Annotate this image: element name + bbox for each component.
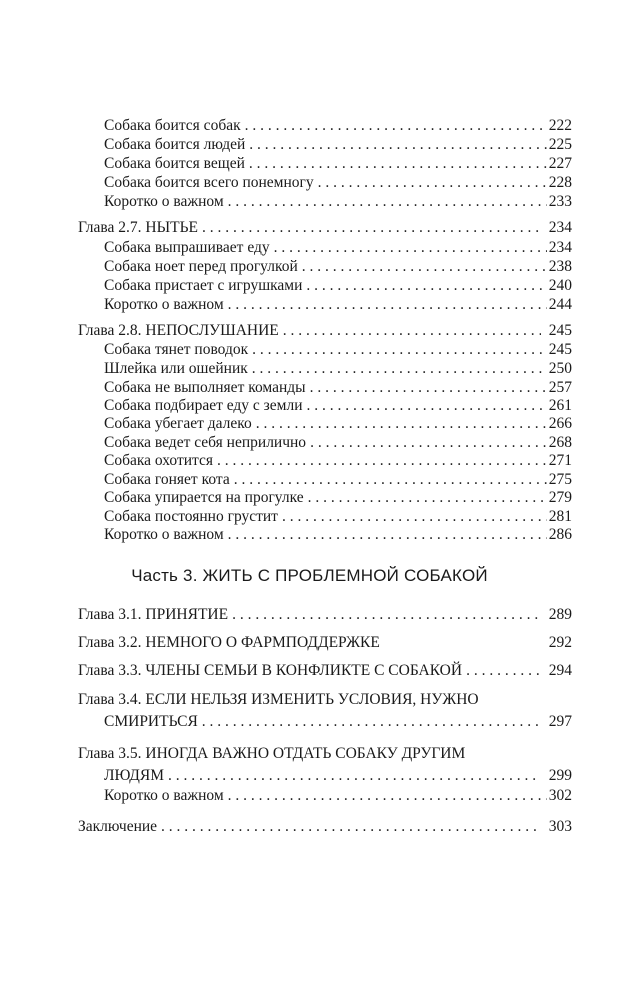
toc-chapter-page: 289: [548, 606, 572, 623]
toc-chapter: [104, 765, 572, 787]
toc-entry-page: 240: [548, 277, 572, 294]
toc-entry-page: 228: [548, 174, 572, 191]
dot-leader: [466, 660, 541, 682]
toc-entry: [104, 785, 572, 807]
dot-leader: [168, 765, 541, 787]
toc-entry-page: 261: [548, 397, 572, 414]
toc-chapter: [78, 660, 572, 682]
toc-chapter-title: Глава 3.1. ПРИНЯТИЕ: [78, 606, 229, 623]
toc-entry-title: Собака боится собак: [104, 117, 241, 134]
toc-chapter-page: 245: [548, 322, 572, 339]
toc-entry-title: Собака охотится: [104, 452, 214, 469]
toc-entry-page: 268: [548, 434, 572, 451]
toc-entry: [104, 294, 572, 316]
toc-chapter: [104, 711, 572, 733]
toc-chapter-title-cont: ЛЮДЯМ: [104, 767, 164, 784]
toc-entry-page: 244: [548, 296, 572, 313]
toc-entry-title: Собака тянет поводок: [104, 341, 249, 358]
toc-chapter-title-cont: СМИРИТЬСЯ: [104, 713, 198, 730]
toc-entry-title: Собака не выполняет команды: [104, 379, 306, 396]
dot-leader: [202, 217, 541, 239]
toc-entry: [104, 524, 572, 546]
toc-chapter-title: Глава 3.3. ЧЛЕНЫ СЕМЬИ В КОНФЛИКТЕ С СОБАКОЙ: [78, 662, 463, 679]
toc-conclusion-title: Заключение: [78, 818, 158, 835]
dot-leader: [228, 785, 547, 807]
dot-leader: [161, 816, 541, 838]
toc-entry-title: Собака боится всего понемногу: [104, 174, 314, 191]
toc-entry: [104, 191, 572, 213]
dot-leader: [228, 191, 547, 213]
toc-entry-title: Собака ведет себя неприлично: [104, 434, 307, 451]
toc-chapter: [78, 217, 572, 239]
toc-entry-page: 233: [548, 193, 572, 210]
toc-entry-page: 279: [548, 489, 572, 506]
toc-entry-page: 227: [548, 155, 572, 172]
dot-leader: [232, 604, 541, 626]
dot-leader: [228, 524, 547, 546]
toc-entry-title: Собака боится людей: [104, 136, 246, 153]
toc-entry-title: Собака гоняет кота: [104, 471, 230, 488]
toc-entry-title: Собака упирается на прогулке: [104, 489, 304, 506]
toc-chapter-page: 299: [548, 767, 572, 784]
toc-entry-page: 271: [548, 452, 572, 469]
toc-chapter: [78, 632, 572, 654]
dot-leader: [228, 294, 547, 316]
part-heading: Часть 3. ЖИТЬ С ПРОБЛЕМНОЙ СОБАКОЙ: [131, 566, 488, 585]
toc-entry-title: Коротко о важном: [104, 787, 224, 804]
toc-entry-title: Собака пристает с игрушками: [104, 277, 303, 294]
toc-chapter-page: 297: [548, 713, 572, 730]
toc-entry-title: Собака боится вещей: [104, 155, 245, 172]
toc-entry-page: 250: [548, 360, 572, 377]
toc-entry-page: 302: [548, 787, 572, 804]
toc-chapter-title: Глава 2.8. НЕПОСЛУШАНИЕ: [78, 322, 279, 339]
toc-entry-title: Собака подбирает еду с земли: [104, 397, 303, 414]
toc-chapter: [78, 604, 572, 626]
toc-entry-page: 257: [548, 379, 572, 396]
toc-entry-page: 225: [548, 136, 572, 153]
toc-chapter-page: 294: [548, 662, 572, 679]
toc-chapter-title: Глава 2.7. НЫТЬЕ: [78, 219, 198, 236]
toc-entry-page: 286: [548, 526, 572, 543]
toc-entry-title: Коротко о важном: [104, 193, 224, 210]
toc-entry-title: Собака выпрашивает еду: [104, 239, 270, 256]
toc-entry-title: Собака ноет перед прогулкой: [104, 258, 298, 275]
toc-conclusion: [78, 816, 572, 838]
toc-entry-page: 234: [548, 239, 572, 256]
toc-chapter-page: 234: [548, 219, 572, 236]
toc-chapter-title: Глава 3.2. НЕМНОГО О ФАРМПОДДЕРЖКЕ: [78, 634, 380, 651]
toc-entry-page: 245: [548, 341, 572, 358]
toc-conclusion-page: 303: [548, 818, 572, 835]
toc-entry-title: Собака постоянно грустит: [104, 508, 278, 525]
toc-entry-title: Собака убегает далеко: [104, 415, 252, 432]
toc-entry-page: 275: [548, 471, 572, 488]
toc-entry-title: Коротко о важном: [104, 296, 224, 313]
toc-chapter-title-line: Глава 3.5. ИНОГДА ВАЖНО ОТДАТЬ СОБАКУ ДРУГИМ: [78, 745, 466, 762]
toc-entry-page: 281: [548, 508, 572, 525]
toc-entry-page: 222: [548, 117, 572, 134]
toc-entry-page: 238: [548, 258, 572, 275]
toc-entry-title: Коротко о важном: [104, 526, 224, 543]
toc-chapter-page: 292: [548, 634, 572, 651]
toc-entry-title: Шлейка или ошейник: [104, 360, 248, 377]
toc-chapter-title-line: Глава 3.4. ЕСЛИ НЕЛЬЗЯ ИЗМЕНИТЬ УСЛОВИЯ, НУЖНО: [78, 691, 479, 708]
toc-entry-page: 266: [548, 415, 572, 432]
dot-leader: [202, 711, 541, 733]
